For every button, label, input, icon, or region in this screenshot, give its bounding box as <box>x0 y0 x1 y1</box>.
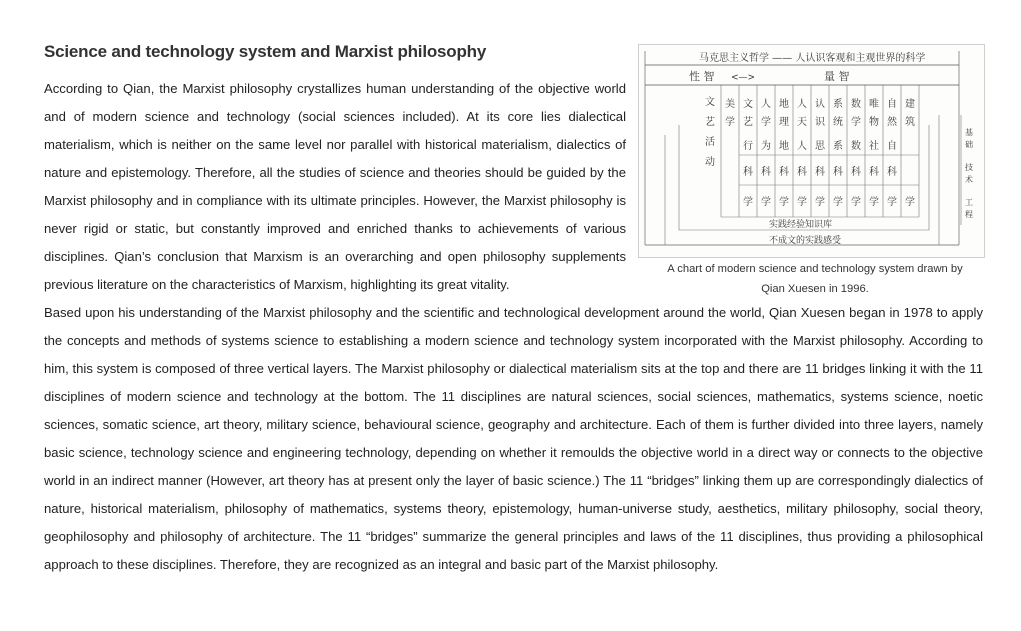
svg-text:科: 科 <box>851 167 861 178</box>
svg-text:活: 活 <box>705 137 715 148</box>
svg-text:天: 天 <box>797 117 807 128</box>
svg-text:思: 思 <box>815 141 825 152</box>
svg-text:学: 学 <box>851 197 861 208</box>
svg-text:学: 学 <box>797 197 807 208</box>
svg-text:学: 学 <box>725 117 735 128</box>
svg-text:<—>: <—> <box>731 73 756 83</box>
svg-text:量 智: 量 智 <box>824 70 850 83</box>
svg-text:建: 建 <box>905 99 915 110</box>
svg-text:学: 学 <box>833 197 843 208</box>
svg-text:认: 认 <box>815 99 825 110</box>
svg-text:识: 识 <box>815 117 825 128</box>
svg-text:美: 美 <box>725 99 735 110</box>
svg-text:础: 础 <box>965 140 973 149</box>
svg-text:统: 统 <box>833 117 843 128</box>
svg-text:马克思主义哲学 —— 人认识客观和主观世界的科学: 马克思主义哲学 —— 人认识客观和主观世界的科学 <box>699 53 926 64</box>
svg-text:社: 社 <box>869 141 879 152</box>
svg-text:工: 工 <box>965 198 973 207</box>
handwritten-chart-figure <box>638 44 985 258</box>
svg-text:科: 科 <box>779 167 789 178</box>
svg-text:理: 理 <box>779 117 789 128</box>
svg-text:实践经验知识库: 实践经验知识库 <box>769 220 833 230</box>
handwritten-chart-image <box>639 45 984 257</box>
svg-text:技: 技 <box>965 163 973 172</box>
svg-text:学: 学 <box>761 197 771 208</box>
svg-text:系: 系 <box>833 141 843 152</box>
svg-text:文: 文 <box>743 99 753 110</box>
svg-text:然: 然 <box>887 117 897 128</box>
svg-text:科: 科 <box>869 167 879 178</box>
svg-text:科: 科 <box>887 167 897 178</box>
svg-text:基: 基 <box>965 128 973 137</box>
svg-text:人: 人 <box>761 99 771 110</box>
svg-text:学: 学 <box>761 117 771 128</box>
svg-text:唯: 唯 <box>869 99 879 110</box>
svg-text:数: 数 <box>851 141 861 152</box>
svg-text:数: 数 <box>851 99 861 110</box>
svg-text:系: 系 <box>833 99 843 110</box>
figure-caption: A chart of modern science and technology system drawn by Qian Xuesen in 1996. <box>667 263 963 295</box>
svg-text:不成文的实践感受: 不成文的实践感受 <box>769 236 842 246</box>
svg-text:学: 学 <box>779 197 789 208</box>
section-title: Science and technology system and Marxist philosophy <box>44 42 487 61</box>
svg-text:筑: 筑 <box>905 117 915 128</box>
svg-text:学: 学 <box>869 197 879 208</box>
svg-text:自: 自 <box>887 99 897 110</box>
svg-text:物: 物 <box>869 117 879 128</box>
svg-text:为: 为 <box>761 141 771 152</box>
svg-text:文: 文 <box>705 97 715 108</box>
svg-text:动: 动 <box>705 157 715 168</box>
svg-text:科: 科 <box>815 167 825 178</box>
svg-text:科: 科 <box>833 167 843 178</box>
svg-text:学: 学 <box>887 197 897 208</box>
svg-text:科: 科 <box>761 167 771 178</box>
svg-text:行: 行 <box>743 141 753 152</box>
svg-text:程: 程 <box>965 210 973 219</box>
svg-text:性 智: 性 智 <box>689 70 715 83</box>
paragraph-system: Based upon his understanding of the Marxist philosophy and the scientific and technological development around the world, Qian Xuesen began in 1978 to apply the concepts and methods of systems science to establishing a modern science and technology system incorporated with the Marxist philosophy. According to him, this system is composed of three vertical layers. The Marxist philosophy or dialectical materialism sits at the top and there are 11 bridges linking it with the 11 disciplines of modern science and technology at the bottom. The 11 disciplines are natural sciences, social sciences, mathematics, systems science, noetic sciences, somatic science, art theory, military science, behavioural science, geography and architecture. Each of them is further divided into three layers, namely basic science, technology science and engineering technology, depending on whether it remoulds the objective world in a direct way or connects to the objective world in an indirect manner (However, art theory has at present only the layer of basic science.) The 11 “bridges” linking them up are correspondingly dialectics of nature, historical materialism, philosophy of mathematics, systems theory, epistemology, human-universe study, aesthetics, military philosophy, social theory, geophilosophy and philosophy of architecture. The 11 “bridges” summarize the general principles and laws of the 11 disciplines, thus providing a philosophical approach to these disciplines. Therefore, they are recognized as an integral and basic part of the Marxist philosophy. <box>44 305 983 572</box>
svg-text:地: 地 <box>779 99 789 110</box>
svg-text:术: 术 <box>965 175 973 184</box>
svg-text:艺: 艺 <box>743 117 753 128</box>
paragraph-intro: According to Qian, the Marxist philosophy crystallizes human understanding of the objective world and of modern science and technology (social sciences included). At its core lies dialectical materialism, which is neither on the same level nor parallel with historical materialism, dialectics of nature and epistemology. Therefore, all the studies of science and theories should be guided by the Marxist philosophy and in compliance with its ultimate principles. However, the Marxist philosophy is never rigid or static, but constantly improved and enriched thanks to achievements of various disciplines. Qian’s conclusion that Marxism is an overarching and open philosophy supplements previous literature on the characteristics of Marxism, highlighting its great vitality. <box>44 81 626 292</box>
svg-text:人: 人 <box>797 141 807 152</box>
svg-text:学: 学 <box>851 117 861 128</box>
svg-text:自: 自 <box>887 141 897 152</box>
svg-text:学: 学 <box>905 197 915 208</box>
svg-text:学: 学 <box>815 197 825 208</box>
svg-text:科: 科 <box>797 167 807 178</box>
svg-text:科: 科 <box>743 167 753 178</box>
svg-text:地: 地 <box>779 141 789 152</box>
svg-text:人: 人 <box>797 99 807 110</box>
svg-text:学: 学 <box>743 197 753 208</box>
svg-text:艺: 艺 <box>705 117 715 128</box>
